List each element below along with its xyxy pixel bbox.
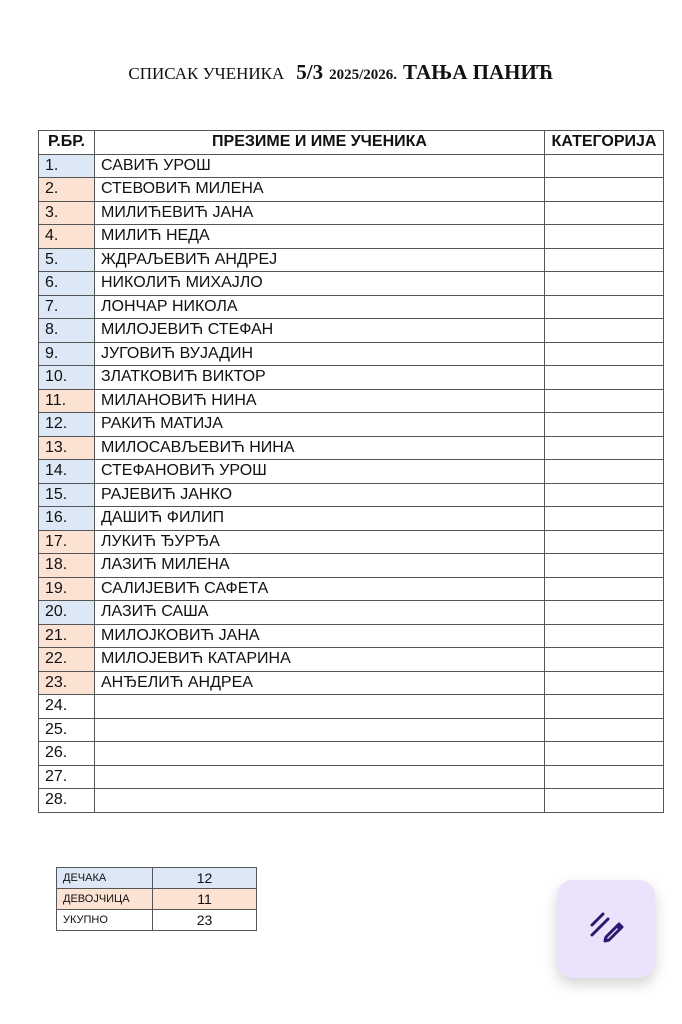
row-number: 1.: [39, 154, 95, 178]
row-number: 8.: [39, 319, 95, 343]
student-name: [95, 742, 545, 766]
signature-pen-icon: [586, 907, 626, 952]
student-name: ЈУГОВИЋ ВУЈАДИН: [95, 342, 545, 366]
table-row: [39, 507, 664, 531]
student-category: [545, 295, 664, 319]
student-category: [545, 413, 664, 437]
row-number: 10.: [39, 366, 95, 390]
table-row: [39, 295, 664, 319]
row-number: 9.: [39, 342, 95, 366]
student-name: НИКОЛИЋ МИХАЈЛО: [95, 272, 545, 296]
student-category: [545, 366, 664, 390]
table-row: [39, 178, 664, 202]
student-name: СТЕВОВИЋ МИЛЕНА: [95, 178, 545, 202]
student-category: [545, 765, 664, 789]
table-row: [39, 389, 664, 413]
student-name: [95, 765, 545, 789]
table-row: [39, 789, 664, 813]
table-row: [39, 624, 664, 648]
row-number: 28.: [39, 789, 95, 813]
student-category: [545, 789, 664, 813]
row-number: 15.: [39, 483, 95, 507]
summary-table: [56, 867, 257, 931]
student-category: [545, 154, 664, 178]
header-student-name: ПРЕЗИМЕ И ИМЕ УЧЕНИКА: [95, 131, 545, 155]
row-number: 24.: [39, 695, 95, 719]
row-number: 14.: [39, 460, 95, 484]
row-number: 25.: [39, 718, 95, 742]
row-number: 23.: [39, 671, 95, 695]
student-category: [545, 436, 664, 460]
row-number: 4.: [39, 225, 95, 249]
row-number: 5.: [39, 248, 95, 272]
student-name: АНЂЕЛИЋ АНДРЕА: [95, 671, 545, 695]
row-number: 16.: [39, 507, 95, 531]
student-name: САЛИЈЕВИЋ САФЕТА: [95, 577, 545, 601]
student-category: [545, 624, 664, 648]
student-name: РАКИЋ МАТИЈА: [95, 413, 545, 437]
title-school-year: 2025/2026.: [329, 67, 398, 83]
table-row: [39, 648, 664, 672]
student-name: МИЛОЈКОВИЋ ЈАНА: [95, 624, 545, 648]
student-name: МИЛОЈЕВИЋ СТЕФАН: [95, 319, 545, 343]
student-name: [95, 789, 545, 813]
student-name: РАЈЕВИЋ ЈАНКО: [95, 483, 545, 507]
table-row: [39, 342, 664, 366]
row-number: 21.: [39, 624, 95, 648]
row-number: 27.: [39, 765, 95, 789]
student-name: МИЛОЈЕВИЋ КАТАРИНА: [95, 648, 545, 672]
student-category: [545, 671, 664, 695]
title-class: 5/3: [296, 60, 324, 84]
total-count: 23: [153, 910, 257, 931]
student-name: ЛАЗИЋ САША: [95, 601, 545, 625]
student-category: [545, 201, 664, 225]
student-category: [545, 483, 664, 507]
student-category: [545, 389, 664, 413]
row-number: 13.: [39, 436, 95, 460]
row-number: 12.: [39, 413, 95, 437]
student-name: ЗЛАТКОВИЋ ВИКТОР: [95, 366, 545, 390]
student-name: [95, 718, 545, 742]
table-row: [39, 483, 664, 507]
student-category: [545, 695, 664, 719]
table-row: [39, 154, 664, 178]
table-row: [39, 248, 664, 272]
student-name: ДАШИЋ ФИЛИП: [95, 507, 545, 531]
table-row: [39, 765, 664, 789]
student-category: [545, 577, 664, 601]
student-name: ЛУКИЋ ЂУРЂА: [95, 530, 545, 554]
student-category: [545, 248, 664, 272]
student-name: СТЕФАНОВИЋ УРОШ: [95, 460, 545, 484]
student-category: [545, 554, 664, 578]
student-name: МИЛИЋ НЕДА: [95, 225, 545, 249]
student-name: МИЛИЋЕВИЋ ЈАНА: [95, 201, 545, 225]
title-label: СПИСАК УЧЕНИКА: [128, 64, 285, 83]
row-number: 6.: [39, 272, 95, 296]
student-category: [545, 319, 664, 343]
table-row: [39, 460, 664, 484]
table-row: [39, 671, 664, 695]
row-number: 7.: [39, 295, 95, 319]
student-category: [545, 342, 664, 366]
student-roster-table: [38, 130, 664, 813]
row-number: 19.: [39, 577, 95, 601]
summary-row-girls: [57, 889, 257, 910]
student-category: [545, 460, 664, 484]
row-number: 3.: [39, 201, 95, 225]
table-header-row: [39, 131, 664, 155]
header-category: КАТЕГОРИЈА: [545, 131, 664, 155]
girls-count: 11: [153, 889, 257, 910]
summary-row-boys: [57, 868, 257, 889]
student-name: САВИЋ УРОШ: [95, 154, 545, 178]
boys-label: ДЕЧАКА: [57, 868, 153, 889]
row-number: 17.: [39, 530, 95, 554]
total-label: УКУПНО: [57, 910, 153, 931]
header-number: Р.БР.: [39, 131, 95, 155]
table-row: [39, 272, 664, 296]
student-category: [545, 648, 664, 672]
girls-label: ДЕВОЈЧИЦА: [57, 889, 153, 910]
table-row: [39, 436, 664, 460]
row-number: 2.: [39, 178, 95, 202]
row-number: 11.: [39, 389, 95, 413]
row-number: 22.: [39, 648, 95, 672]
boys-count: 12: [153, 868, 257, 889]
table-row: [39, 718, 664, 742]
row-number: 20.: [39, 601, 95, 625]
student-name: ЛАЗИЋ МИЛЕНА: [95, 554, 545, 578]
student-name: ЖДРАЉЕВИЋ АНДРЕЈ: [95, 248, 545, 272]
student-category: [545, 742, 664, 766]
table-row: [39, 201, 664, 225]
student-name: МИЛАНОВИЋ НИНА: [95, 389, 545, 413]
table-row: [39, 530, 664, 554]
document-title: [0, 60, 682, 85]
student-name: [95, 695, 545, 719]
table-row: [39, 225, 664, 249]
table-row: [39, 742, 664, 766]
row-number: 26.: [39, 742, 95, 766]
table-row: [39, 554, 664, 578]
annotate-button[interactable]: [557, 880, 655, 978]
row-number: 18.: [39, 554, 95, 578]
table-row: [39, 601, 664, 625]
summary-row-total: [57, 910, 257, 931]
table-row: [39, 413, 664, 437]
student-category: [545, 530, 664, 554]
student-name: МИЛОСАВЉЕВИЋ НИНА: [95, 436, 545, 460]
student-category: [545, 718, 664, 742]
table-row: [39, 577, 664, 601]
student-category: [545, 507, 664, 531]
title-teacher: ТАЊА ПАНИЋ: [403, 60, 554, 84]
table-row: [39, 695, 664, 719]
table-row: [39, 319, 664, 343]
student-category: [545, 601, 664, 625]
student-category: [545, 225, 664, 249]
student-category: [545, 272, 664, 296]
student-name: ЛОНЧАР НИКОЛА: [95, 295, 545, 319]
table-row: [39, 366, 664, 390]
student-category: [545, 178, 664, 202]
